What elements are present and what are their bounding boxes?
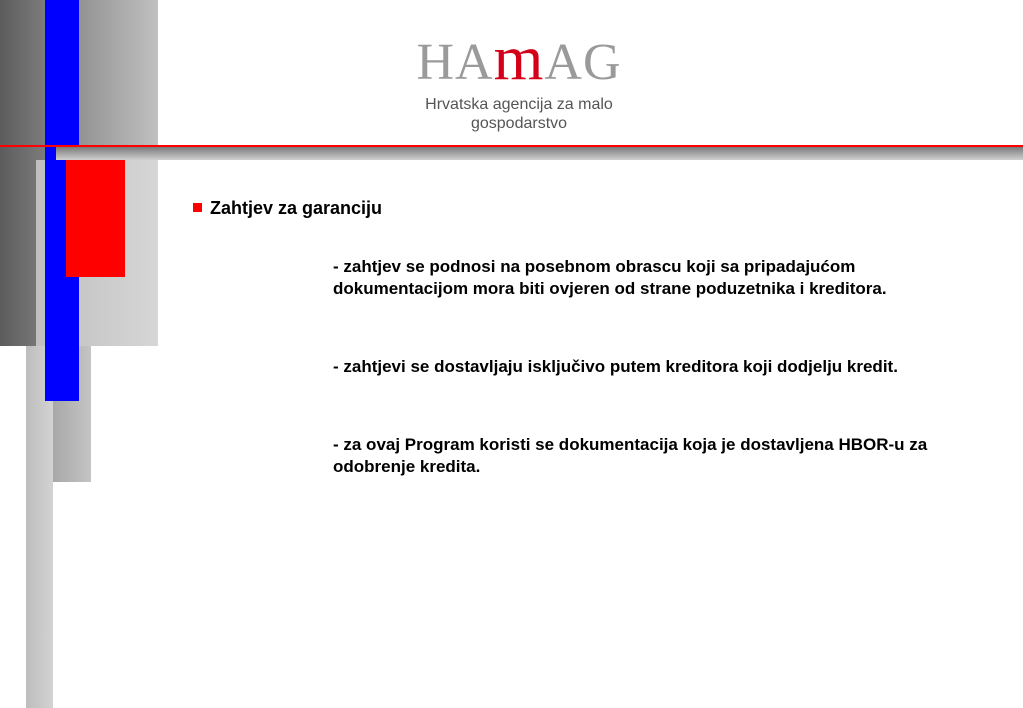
decor-red-block: [66, 160, 125, 277]
square-bullet-icon: [193, 203, 202, 212]
logo-subtitle-line2: gospodarstvo: [470, 115, 568, 132]
paragraph-2: - zahtjevi se dostavljaju isključivo putem kreditora koji dodjelju kredit.: [333, 357, 898, 376]
logo-subtitle-line1: Hrvatska agencija za malo: [425, 96, 613, 113]
paragraph-1: - zahtjev se podnosi na posebnom obrascu koji sa pripadajućom dokumentacijom mora biti ovjeren od strane poduzetnika i kreditora.: [333, 257, 887, 298]
logo-wordmark: [378, 22, 660, 93]
decor-gray-horizontal-bar: [56, 147, 1023, 160]
slide-heading: [193, 198, 382, 219]
logo-part-ag: AG: [544, 34, 622, 91]
logo-part-ha: HA: [416, 34, 494, 91]
hamag-logo: [378, 22, 660, 133]
logo-part-m: m: [493, 22, 545, 93]
paragraph-3: - za ovaj Program koristi se dokumentacija koja je dostavljena HBOR-u za odobrenje kredita.: [333, 435, 928, 476]
heading-text: Zahtjev za garanciju: [210, 198, 383, 218]
